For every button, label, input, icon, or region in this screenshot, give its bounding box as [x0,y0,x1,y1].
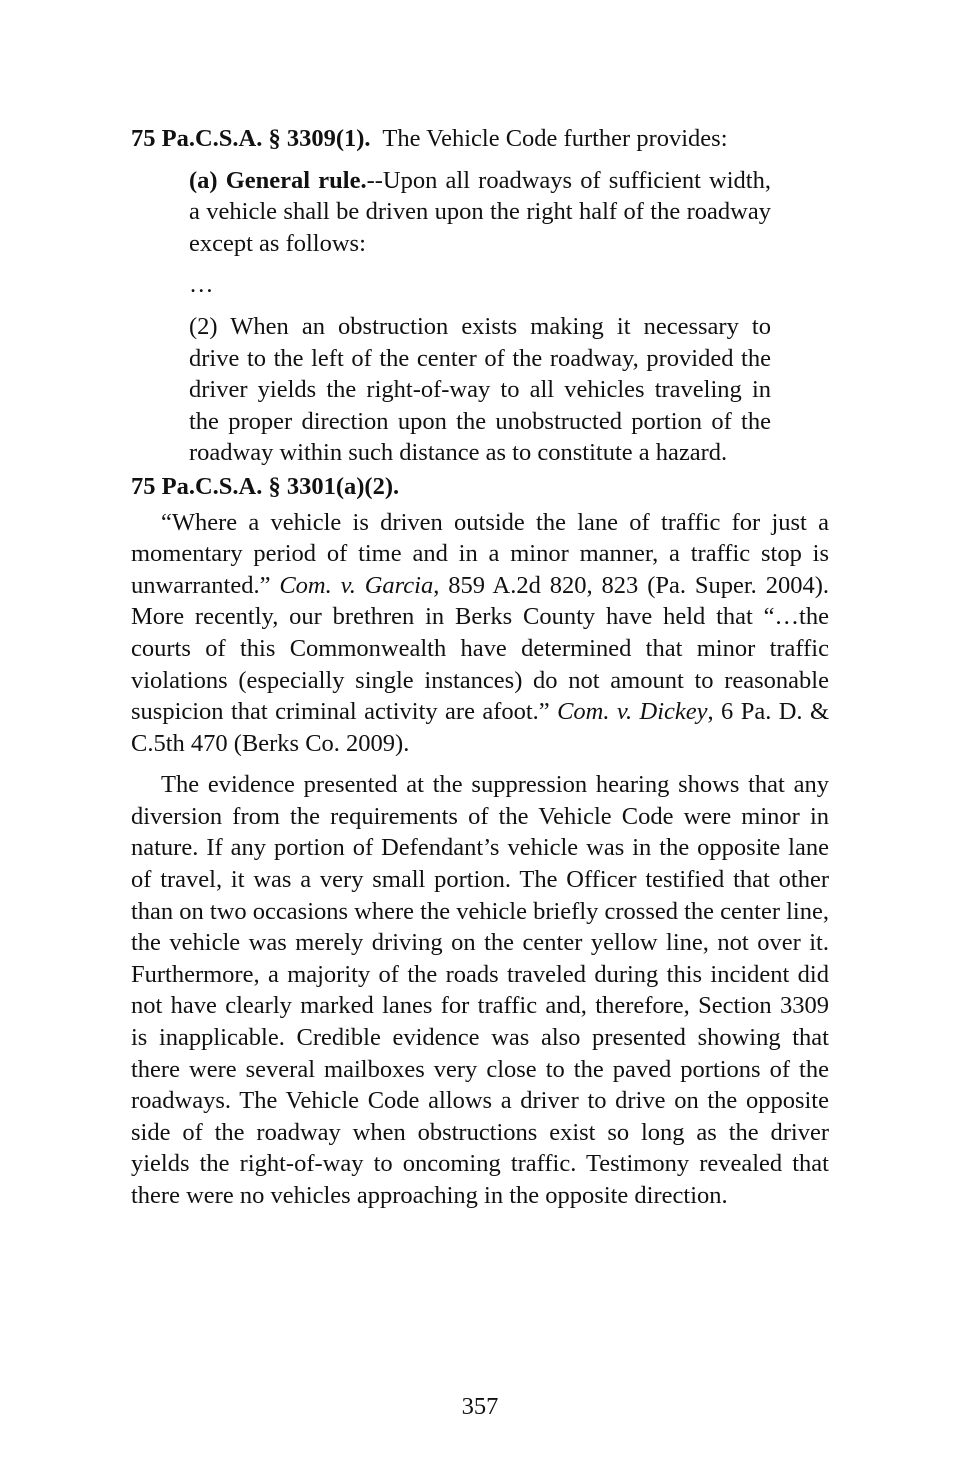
case-name-garcia: Com. v. Garcia [279,571,434,599]
quote-citation: 75 Pa.C.S.A. § 3301(a)(2). [131,472,400,500]
block-quote [131,165,829,469]
paragraph-1-text: “Where a vehicle is driven outside the lane of traffic for just a momentary period of time and in a minor manner, a traffic stop is unwarranted.” [131,508,829,599]
paragraph-1-text-2: , 859 A.2d 820, 823 (Pa. Super. 2004). More recently, our brethren in Berks County have held that “…the courts of this Commonwealth have determined that minor traffic violations (especially single instances) do not amount to reasonable suspicion that criminal activity are afoot.” [131,571,829,726]
quote-heading: (a) General rule. [189,166,367,194]
intro-line [131,123,829,155]
statute-citation: 75 Pa.C.S.A. § 3309(1). [131,125,371,152]
quote-ellipsis: … [189,271,214,299]
paragraph-1 [131,507,829,760]
paragraph-2: The evidence presented at the suppression hearing shows that any diversion from the requirements of the Vehicle Code were minor in nature. If any portion of Defendant’s vehicle was in the opposite lane of travel, it was a very small portion. The Officer testified that other than on two occasions where the vehicle briefly crossed the center line, the vehicle was merely driving on the center yellow line, not over it. Furthermore, a majority of the roads traveled during this incident did not have clearly marked lanes for traffic and, therefore, Section 3309 is inapplicable. Credible evidence was also presented showing that there were several mailboxes very close to the paved portions of the roadways. The Vehicle Code allows a driver to drive on the opposite side of the roadway when obstructions exist so long as the driver yields the right-of-way to oncoming traffic. Testimony revealed that there were no vehicles approaching in the opposite direction. [131,771,829,1209]
text-column [131,123,829,1212]
quote-item-2: (2) When an obstruction exists making it necessary to drive to the left of the center of the roadway, provided the driver yields the right-of-way to all vehicles traveling in the proper direction upon the unobstructed portion of the roadway within such distance as to constitute a hazard. [189,312,771,467]
paragraph-1-text-3: , 6 Pa. D. & C.5th 470 (Berks Co. 2009). [131,698,829,757]
page-number: 357 [461,1393,499,1420]
intro-text: The Vehicle Code further provides: [382,125,728,152]
case-name-dickey: Com. v. Dickey [557,698,708,726]
quote-text: --Upon all roadways of sufficient width, a vehicle shall be driven upon the right half of the roadway except as follows: [189,166,771,257]
quote-general-rule [189,165,771,260]
